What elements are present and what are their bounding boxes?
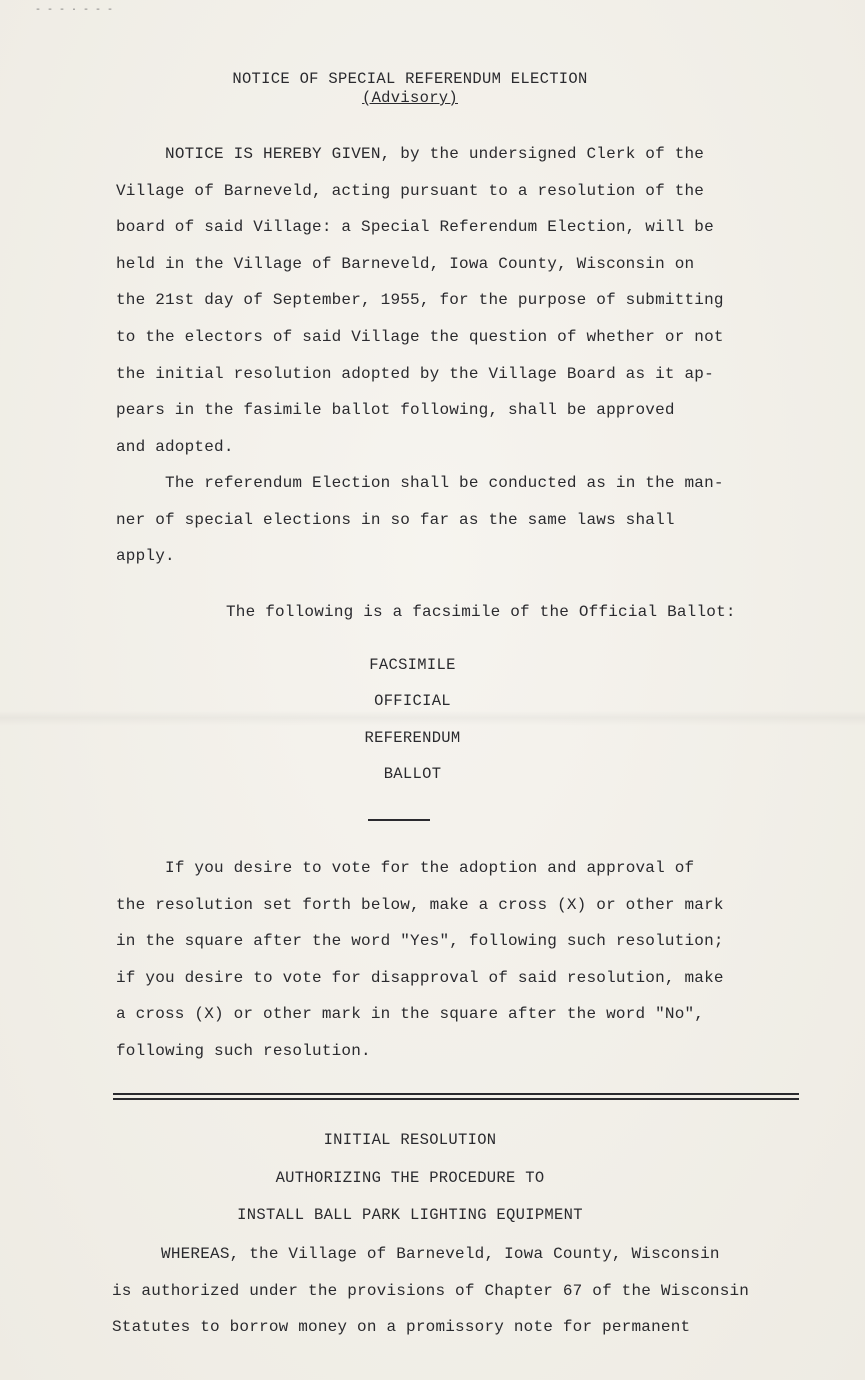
notice-paragraph: NOTICE IS HEREBY GIVEN, by the undersigned Clerk of the Village of Barneveld, acting pursuant to a resolution of the board of said Village: a Special Referendum Election, will be held in the Village of Barneveld, Iowa County, Wisconsin on the 21st day of September, 1955, for the purpose of submitting to the electors of said Village the question of whether or not the initial resolution adopted by the Village Board as it ap- pears in the fasimile ballot following, shall be approved and adopted. [116, 145, 724, 456]
whereas-paragraph: WHEREAS, the Village of Barneveld, Iowa County, Wisconsin is authorized under the provisions of Chapter 67 of the Wisconsin Statutes to borrow money on a promissory note for permanent [112, 1245, 750, 1337]
divider-double [113, 1093, 799, 1100]
ballot-heading-line: OFFICIAL [374, 692, 451, 710]
resolution-heading-line: INSTALL BALL PARK LIGHTING EQUIPMENT [237, 1206, 583, 1224]
ballot-heading-line: FACSIMILE [369, 656, 456, 674]
document-title: NOTICE OF SPECIAL REFERENDUM ELECTION [232, 70, 588, 88]
paper-marks: - - - · - - - [35, 5, 114, 16]
ballot-heading-line: REFERENDUM [364, 729, 461, 747]
voting-instructions: If you desire to vote for the adoption and approval of the resolution set forth below, make a cross (X) or other mark in the square after the word "Yes", following such resolution; if you desire to vote for disapproval of said resolution, make a cross (X) or other mark in the square after the word "No", following such resolution. [116, 859, 724, 1060]
document-subtitle: (Advisory) [361, 89, 458, 107]
resolution-heading-line: INITIAL RESOLUTION [323, 1131, 497, 1149]
facsimile-intro: The following is a facsimile of the Official Ballot: [226, 603, 736, 621]
resolution-heading-line: AUTHORIZING THE PROCEDURE TO [275, 1169, 545, 1187]
ballot-heading-line: BALLOT [383, 765, 442, 783]
conduct-paragraph: The referendum Election shall be conducted as in the man- ner of special elections in so far as the same laws shall apply. [116, 474, 724, 566]
divider-short [368, 819, 430, 821]
